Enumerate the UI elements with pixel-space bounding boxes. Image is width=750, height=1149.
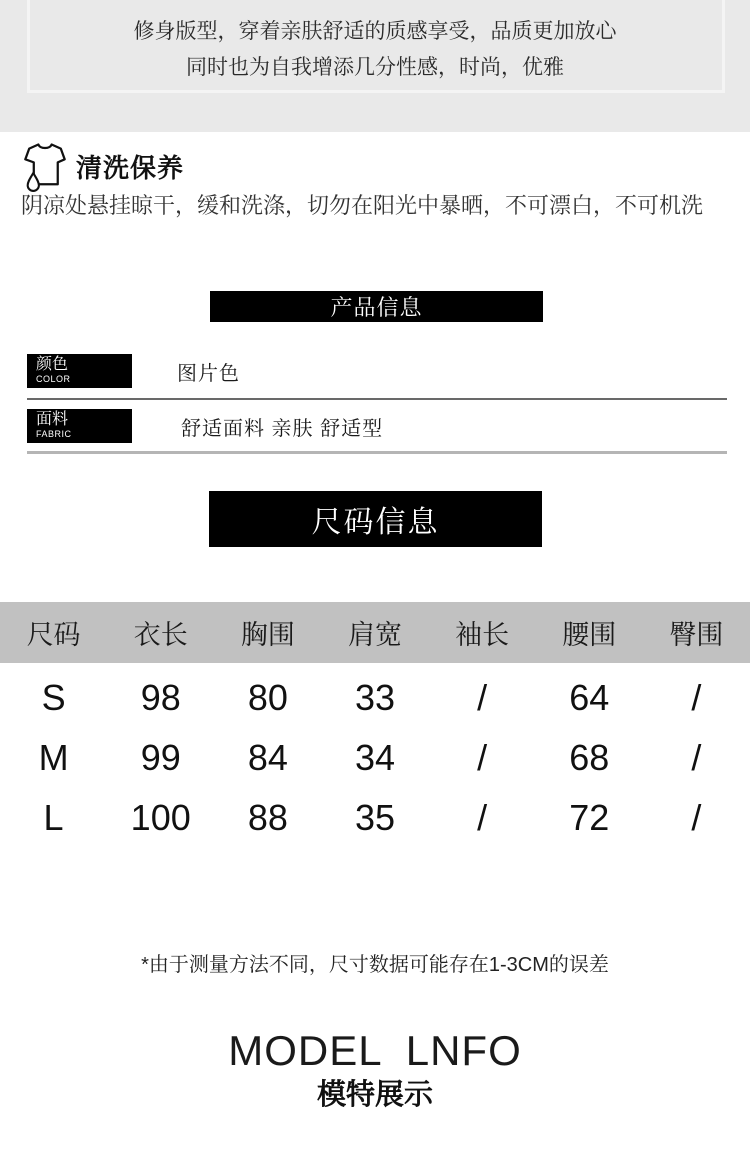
fabric-value: 舒适面料 亲肤 舒适型 <box>181 417 384 440</box>
tshirt-water-drop-icon <box>24 143 66 195</box>
cell-bust: 88 <box>247 797 288 838</box>
header-bust: 胸围 <box>240 620 295 650</box>
cell-sleeve: / <box>477 797 488 838</box>
color-label-cn: 颜色 <box>36 356 69 373</box>
row-divider <box>27 398 727 400</box>
hero-line-2: 同时也为自我增添几分性感，时尚，优雅 <box>186 56 564 79</box>
model-info-title-cn: 模特展示 <box>316 1079 433 1111</box>
row-divider <box>27 451 727 454</box>
header-waist: 腰围 <box>562 620 617 650</box>
measurement-note: *由于测量方法不同，尺寸数据可能存在1-3CM的误差 <box>141 954 609 976</box>
color-label-en: COLOR <box>36 374 71 384</box>
table-row <box>0 668 750 728</box>
color-value: 图片色 <box>177 362 240 385</box>
cell-shoulder: 35 <box>354 797 396 838</box>
cell-shoulder: 33 <box>354 677 396 718</box>
header-shoulder: 肩宽 <box>347 620 402 650</box>
cell-sleeve: / <box>477 677 488 718</box>
header-hip: 臀围 <box>669 620 724 650</box>
size-info-banner: 尺码信息 <box>209 491 542 547</box>
cell-bust: 84 <box>247 737 288 778</box>
cell-bust: 80 <box>247 677 288 718</box>
cell-length: 100 <box>130 797 191 838</box>
hero-banner <box>0 0 750 132</box>
care-instructions: 阴凉处悬挂晾干，缓和洗涤，切勿在阳光中暴晒，不可漂白，不可机洗 <box>21 193 704 218</box>
fabric-label-chip <box>27 409 132 443</box>
fabric-label-en: FABRIC <box>36 429 72 439</box>
cell-hip: / <box>691 677 702 718</box>
cell-length: 99 <box>140 737 181 778</box>
cell-hip: / <box>691 797 702 838</box>
hero-text <box>0 14 750 86</box>
product-info-banner: 产品信息 <box>210 291 543 322</box>
cell-size: L <box>43 797 64 838</box>
table-row <box>0 728 750 788</box>
care-section-title: 清洗保养 <box>76 153 185 183</box>
cell-waist: 72 <box>569 797 610 838</box>
header-length: 衣长 <box>133 620 188 650</box>
table-row <box>0 788 750 848</box>
header-sleeve: 袖长 <box>455 620 510 650</box>
fabric-label-cn: 面料 <box>36 411 69 428</box>
cell-length: 98 <box>140 677 181 718</box>
size-table <box>0 602 750 848</box>
cell-sleeve: / <box>477 737 488 778</box>
cell-size: S <box>41 677 66 718</box>
cell-size: M <box>38 737 69 778</box>
cell-waist: 68 <box>569 737 610 778</box>
cell-hip: / <box>691 737 702 778</box>
hero-line-1: 修身版型，穿着亲肤舒适的质感享受，品质更加放心 <box>133 20 617 43</box>
header-size: 尺码 <box>26 620 81 650</box>
size-table-header-row <box>0 602 750 663</box>
cell-waist: 64 <box>569 677 610 718</box>
cell-shoulder: 34 <box>354 737 396 778</box>
model-info-title-en: MODEL LNFO <box>228 1027 522 1074</box>
color-label-chip <box>27 354 132 388</box>
